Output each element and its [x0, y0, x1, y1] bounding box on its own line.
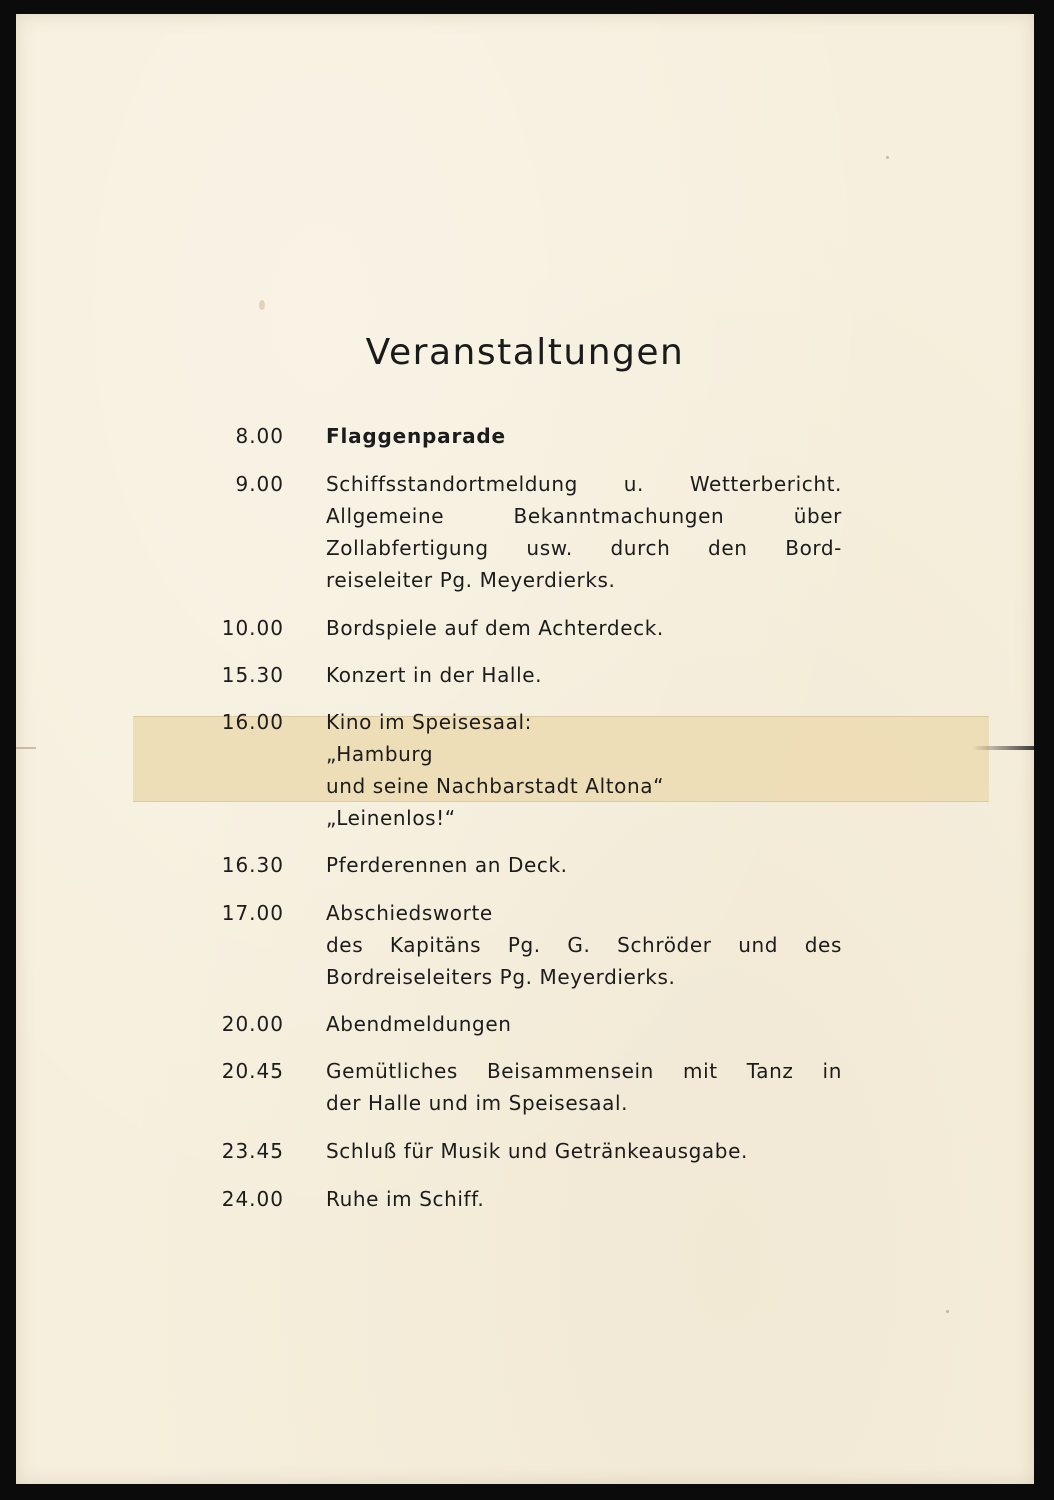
event-time: 24.00 — [221, 1187, 284, 1211]
event-time: 17.00 — [221, 901, 284, 925]
event-time: 16.30 — [221, 853, 284, 877]
event-description: Flaggenparade — [326, 424, 506, 448]
event-description: Ruhe im Schiff. — [326, 1187, 485, 1211]
event-description: Gemütliches Beisammensein mit Tanz in der Halle und im Speisesaal. — [326, 1059, 842, 1115]
event-time: 8.00 — [235, 424, 284, 448]
event-time: 23.45 — [221, 1139, 284, 1163]
event-time: 9.00 — [235, 472, 284, 496]
fold-mark — [972, 746, 1034, 750]
event-description: Pferderennen an Deck. — [326, 853, 568, 877]
event-description: Abendmeldungen — [326, 1012, 512, 1036]
event-time: 15.30 — [221, 663, 284, 687]
event-time: 20.00 — [221, 1012, 284, 1036]
page-title: Veranstaltungen — [365, 332, 685, 373]
document-page — [16, 14, 1034, 1484]
event-schedule — [16, 14, 1034, 1484]
event-time: 20.45 — [221, 1059, 284, 1083]
event-time: 16.00 — [221, 710, 284, 734]
event-description: Schluß für Musik und Getränkeausgabe. — [326, 1139, 748, 1163]
event-description: Bordspiele auf dem Achterdeck. — [326, 616, 664, 640]
event-time: 10.00 — [221, 616, 284, 640]
event-description: Schiffsstandortmeldung u. Wetterbericht. Allgemeine Bekanntmachungen über Zollabfertigung usw. durch den Bord- reiseleiter Pg. Meyerdierks. — [326, 472, 842, 592]
event-description: Konzert in der Halle. — [326, 663, 543, 687]
event-description: Kino im Speisesaal: „Hamburg und seine Nachbarstadt Altona“ „Leinenlos!“ — [326, 710, 665, 830]
event-description: Abschiedsworte des Kapitäns Pg. G. Schröder und des Bordreiseleiters Pg. Meyerdierks. — [326, 901, 842, 989]
